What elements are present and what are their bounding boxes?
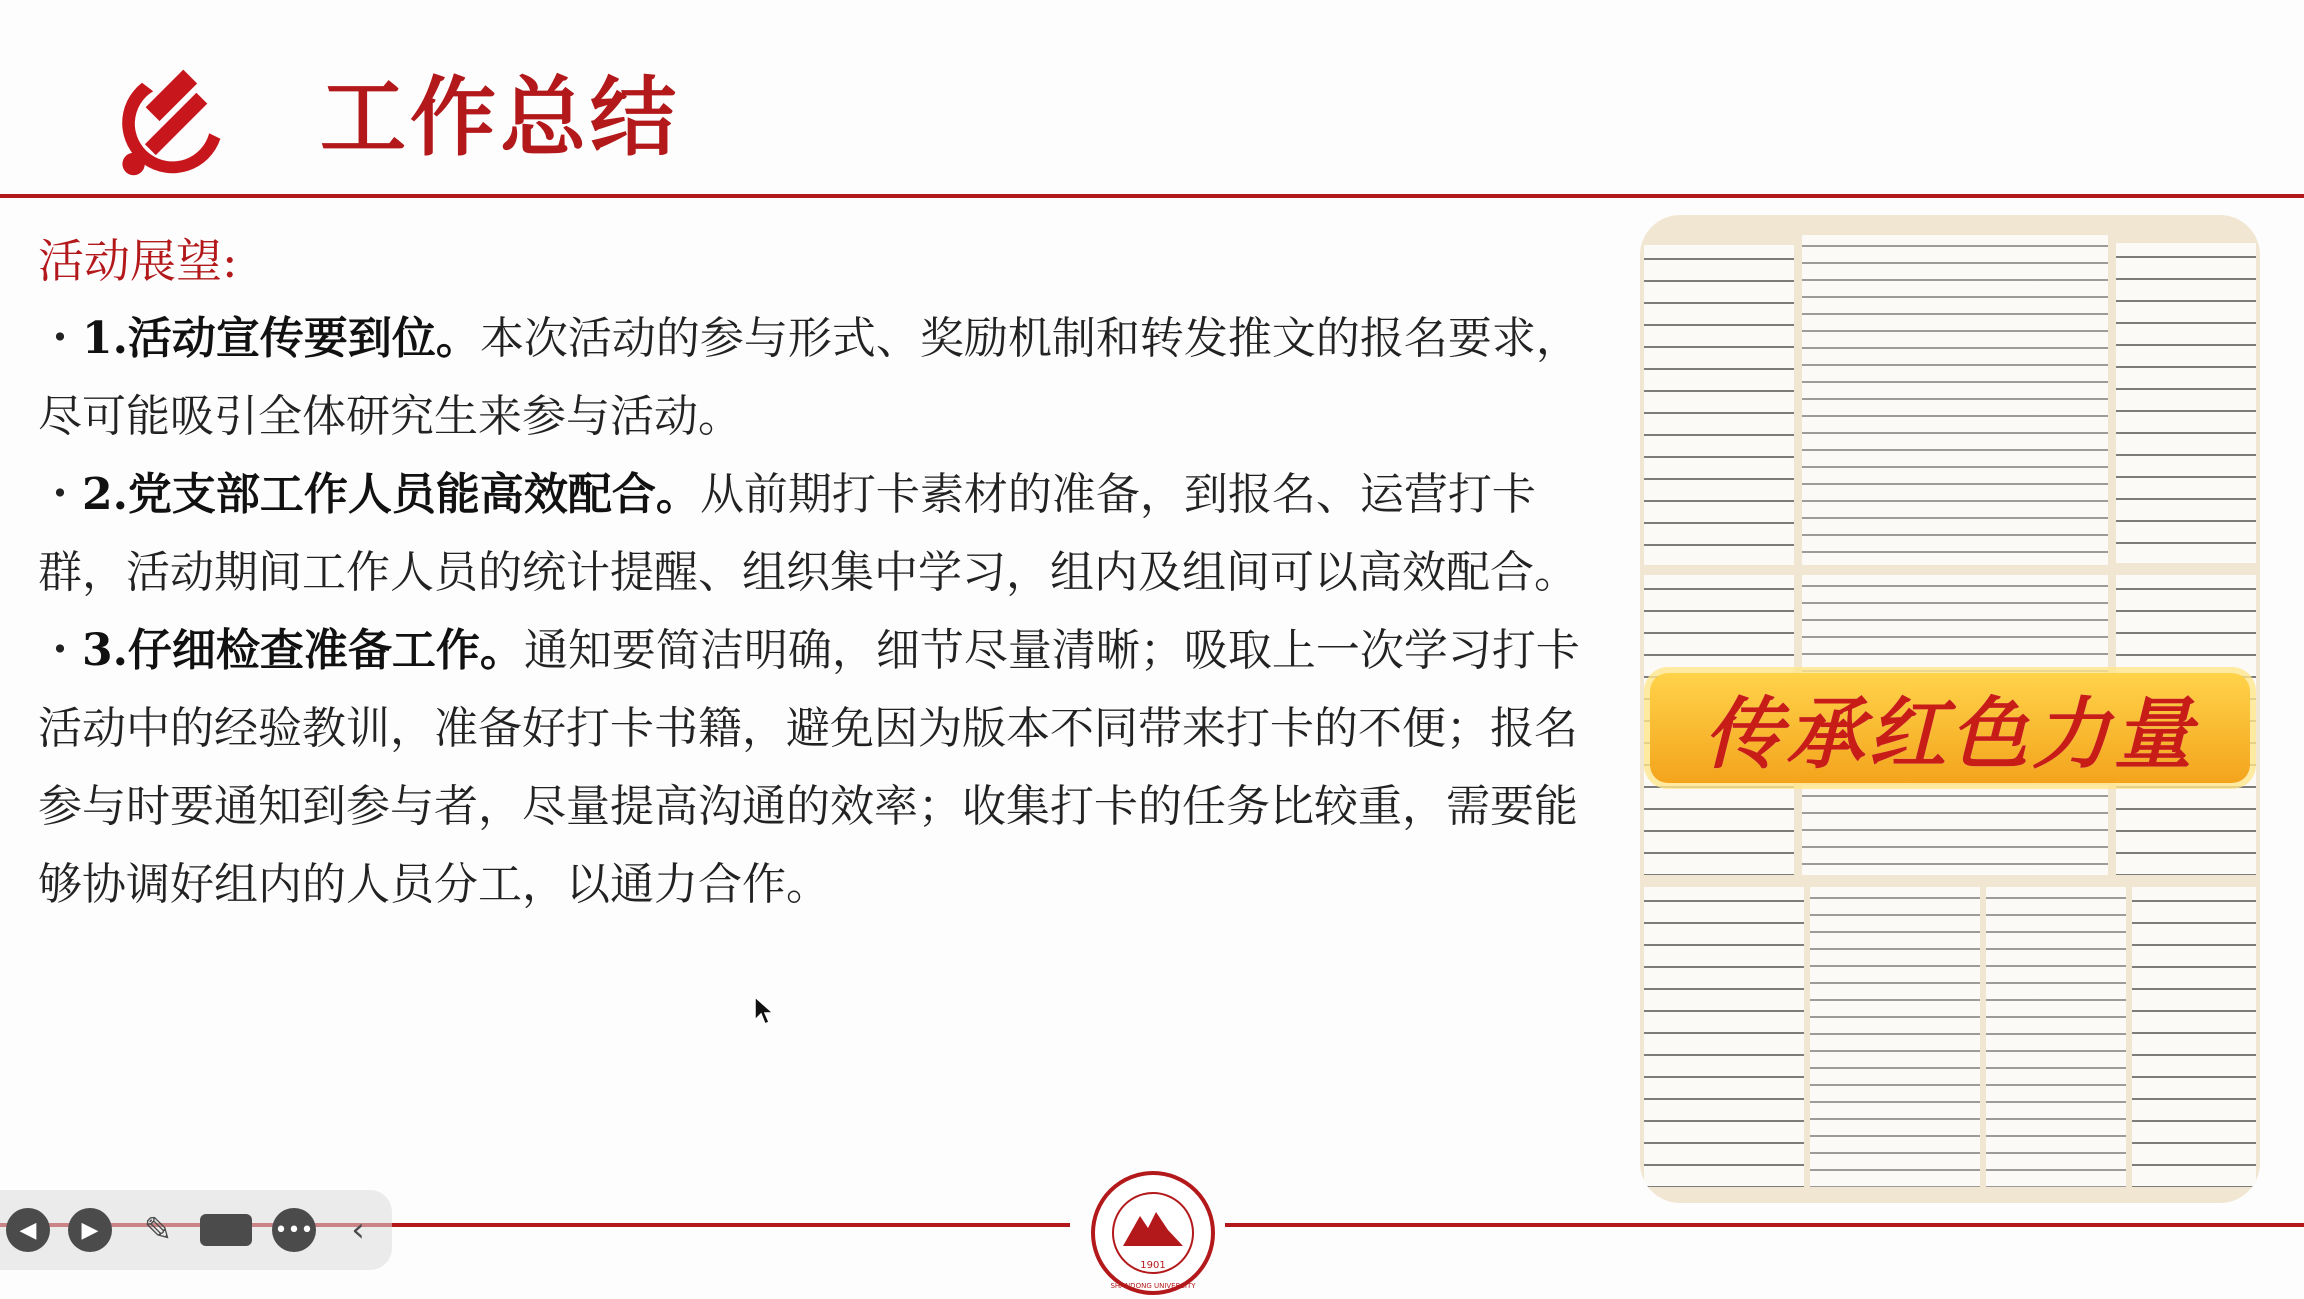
- bullet-body: 从前期打卡素材的准备，到报名、运营打卡群，活动期间工作人员的统计提醒、组织集中学习，组内及组间可以高效配合。: [38, 469, 1578, 598]
- title-divider: [0, 194, 2304, 198]
- handwritten-notes-collage: [1640, 215, 2260, 1203]
- pen-icon[interactable]: ✎: [143, 1210, 173, 1250]
- bullet-body: 本次活动的参与形式、奖励机制和转发推文的报名要求，尽可能吸引全体研究生来参与活动。: [38, 313, 1580, 442]
- note-page: [1810, 887, 1980, 1187]
- next-icon[interactable]: ▶: [68, 1208, 112, 1252]
- emblem-year: 1901: [1140, 1260, 1166, 1271]
- bullet-mark: ・: [38, 313, 82, 364]
- note-page: [1802, 785, 2108, 875]
- note-page: [1802, 235, 2108, 565]
- bullet-item-2: [38, 456, 1608, 612]
- emblem-name: SHANDONG UNIVERSITY: [1110, 1282, 1196, 1290]
- bullet-lead: 2.党支部工作人员能高效配合。: [82, 469, 700, 520]
- chevron-left-icon[interactable]: ‹: [351, 1210, 365, 1250]
- more-icon[interactable]: •••: [272, 1208, 316, 1252]
- slide-title: 工作总结: [320, 68, 680, 168]
- bullet-body: 通知要简洁明确，细节尽量清晰；吸取上一次学习打卡活动中的经验教训，准备好打卡书籍，避免因为版本不同带来打卡的不便；报名参与时要通知到参与者，尽量提高沟通的效率；收集打卡的任务比较重，需要能够协调好组内的人员分工，以通力合作。: [38, 625, 1580, 910]
- mouse-cursor-icon: [754, 996, 774, 1026]
- prev-icon[interactable]: ◀: [6, 1208, 50, 1252]
- note-page: [2116, 243, 2256, 563]
- bullet-item-3: [38, 612, 1608, 924]
- hammer-sickle-icon: [100, 52, 240, 192]
- presenter-toolbar: [0, 1190, 392, 1270]
- note-page: [1802, 575, 2108, 675]
- collage-banner: 传承红色力量: [1650, 673, 2250, 783]
- university-emblem-icon: [1088, 1168, 1218, 1298]
- note-page: [1644, 887, 1804, 1187]
- note-page: [1986, 887, 2126, 1187]
- footer-divider-right: [1225, 1223, 2304, 1227]
- bullet-item-1: [38, 300, 1608, 456]
- slide-body: [38, 222, 1608, 924]
- note-page: [2132, 887, 2256, 1187]
- camera-icon[interactable]: [200, 1214, 252, 1246]
- note-page: [1644, 245, 1794, 565]
- bullet-mark: ・: [38, 469, 82, 520]
- bullet-mark: ・: [38, 625, 82, 676]
- bullet-lead: 3.仔细检查准备工作。: [82, 625, 524, 676]
- bullet-lead: 1.活动宣传要到位。: [82, 313, 480, 364]
- section-heading: 活动展望:: [38, 234, 238, 288]
